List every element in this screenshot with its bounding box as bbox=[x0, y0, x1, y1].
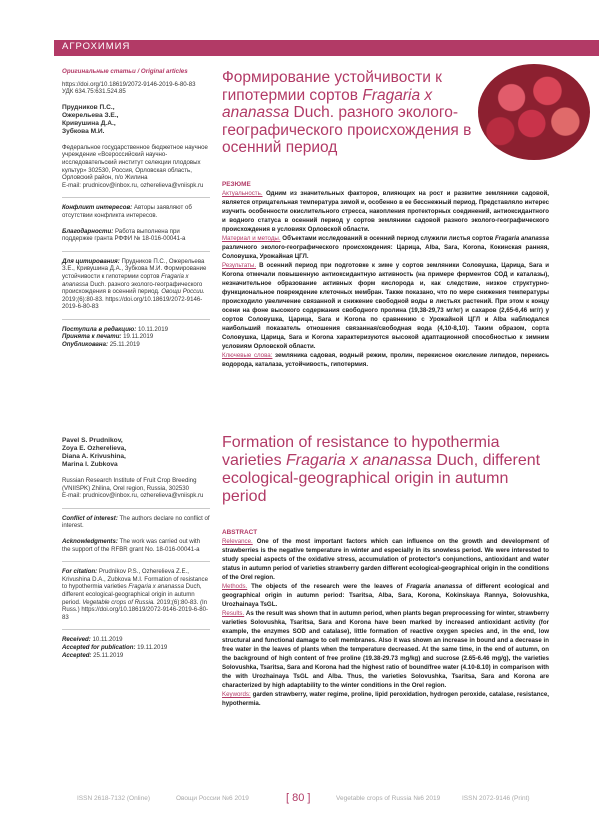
published-date: 25.11.2019 bbox=[93, 651, 124, 659]
title-ru-part: Формирование устойчивости к гипотермии сортов bbox=[222, 69, 442, 104]
relevance-label: Актуальность. bbox=[222, 190, 263, 197]
cite-text: Prudnikov P.S., Ozherelieva Z.E., Krivushina D.A., Zubkova M.I. Formation of resistance to hypothermia varieties bbox=[62, 568, 208, 591]
author: Pavel S. Prudnikov, bbox=[62, 437, 123, 444]
issn-online: ISSN 2618-7132 (Online) bbox=[77, 795, 150, 802]
cite-text: 2019;(6):80-83. (In Russ.) bbox=[62, 598, 208, 614]
methods-label: Материал и методы. bbox=[222, 235, 281, 242]
abstract-heading-ru: РЕЗЮМЕ bbox=[222, 181, 251, 188]
methods-text: of different ecological and geographical origin in autumn period: Tsaritsa, Alba, Sara, Korona, Kokinskaya Rannya, Solovushka, Urozhainaya TsGL. bbox=[222, 583, 549, 608]
institution-en bbox=[62, 477, 210, 500]
institution-ru bbox=[62, 144, 210, 190]
cite-text: Duch. разного эколого-географического происхождения в осенний период. bbox=[62, 280, 203, 296]
keywords-label: Ключевые слова: bbox=[222, 352, 273, 359]
published-date: 25.11.2019 bbox=[109, 341, 140, 349]
results-ru bbox=[222, 261, 549, 351]
dates-ru bbox=[62, 326, 210, 349]
institution-text: Russian Research Institute of Fruit Crop Breeding (VNIISPK) Zhilina, Orel region, Russia, 302530 bbox=[62, 477, 197, 492]
methods-en bbox=[222, 582, 549, 609]
page-number: [ 80 ] bbox=[286, 792, 311, 804]
ack-text: Работа выполнена при поддержке гранта РФФИ № 18-016-00041-а bbox=[62, 227, 186, 243]
results-text: В осенний период при подготовке к зиме у сортов земляники Соловушка, Царица, Sara и Korona отмечали повышенную антиоксидантную активность (на примере ферментов СОД и каталазы), незначительное образование активных форм кислорода и, как следствие, низкое структурно-функциональное повреждение клеточных мембран. Также показано, что по мере снижения температуры происходило увеличение связанной и снижение свободной воды в листьях растений. При этом к концу осени на фоне высокого содержания свободного пролина (19,38-29,73 мг/кг) и сахаров (2,65-6,46 мг/г) у сортов Соловушка, Царица, Sara и Korona по сравнению с Урожайной ЦГЛ и Alba наблюдался наибольший показатель отношения связанная/свободная вода (4,10-8,10). Таким образом, сорта Соловушка, Царица, Sara и Korona характеризуются высокой адаптационной способностью к зимним условиям Орловской области. bbox=[222, 262, 549, 350]
accepted-label: Accepted for publication: bbox=[62, 643, 136, 651]
divider bbox=[62, 251, 210, 252]
methods-text: различного эколого-географического происхождения: Царица, Alba, Sara, Korona, Кокинская ранняя, Соловушка, Урожайная ЦГЛ. bbox=[222, 244, 549, 260]
received-label: Поступила в редакцию: bbox=[62, 325, 137, 333]
authors-ru bbox=[62, 104, 210, 136]
cite-doi[interactable]: https://doi.org/10.18619/2072-9146-2019-6-80-83 bbox=[62, 295, 203, 311]
abstract-ru bbox=[222, 180, 549, 369]
doi-block bbox=[62, 81, 210, 96]
relevance-text: Одним из значительных факторов, влияющих на рост и развитие земляники садовой, является отрицательная температура зимой и, особенно в ее бесснежный период. Представляло интерес изучить особенности окислительного стресса, накопления протекторных соединений, антиоксидантного и водного статуса в осенний период у сортов земляники садовой разного эколого-географического происхождения в условиях Орловской области. bbox=[222, 190, 549, 233]
abstract-heading-en: ABSTRACT bbox=[222, 529, 258, 536]
ack-en bbox=[62, 538, 210, 553]
email-en[interactable]: E-mail: prudnicov@inbox.ru, ozherelieva@vniispk.ru bbox=[62, 492, 204, 500]
cite-species: Fragaria x ananassa bbox=[128, 583, 184, 591]
sidebar-ru bbox=[62, 68, 210, 357]
methods-species: Fragaria ananassa bbox=[495, 235, 549, 242]
relevance-en bbox=[222, 537, 549, 582]
methods-text: The objects of the research were the leaves of bbox=[251, 583, 403, 590]
methods-ru bbox=[222, 234, 549, 261]
conflict-label: Конфликт интересов: bbox=[62, 204, 133, 212]
keywords-en bbox=[222, 690, 549, 708]
article-rubric: Оригинальные статьи / Original articles bbox=[62, 68, 188, 75]
title-en bbox=[222, 434, 552, 506]
citation-en bbox=[62, 568, 210, 621]
results-label: Results. bbox=[222, 610, 245, 617]
ack-label: Благодарности: bbox=[62, 227, 114, 235]
cite-text: 2019;(6):80-83. bbox=[62, 295, 104, 303]
section-bar bbox=[54, 40, 599, 56]
keywords-text: земляника садовая, водный режим, пролин, перекисное окисление липидов, перекись водорода, каталаза, устойчивость, гипотермия. bbox=[222, 352, 549, 368]
title-ru bbox=[222, 69, 484, 157]
author: Diana A. Krivushina, bbox=[62, 453, 126, 460]
author: Zoya E. Ozherelieva, bbox=[62, 445, 127, 452]
title-en-species: Fragaria x ananassa bbox=[286, 452, 432, 469]
results-text: As the result was shown that in autumn period, when plants began preprocessing for winter, strawberry varieties Solovushka, Tsaritsa, Sara and Korona have been marked by increased antioxidant activity (for example, the enzymes SOD and catalase), little formation of reactive oxygen species and, in the end, low structural and functional damage to cell membranes. Also it was shown an increase in bound and a decrease in free water in the leaves of plants when the temperature decreased. At the same time, in the end of autumn, on the background of high content of free proline (19.38-29.73 mg/kg) and sucrose (2.65-6.46 mg/g), the varieties Solovushka, Tsaritsa, Sara and Korona had the highest ratio of bound/free water (4.10-8.10) in comparison with the with Urozhainaya TsGL and Alba. Thus, the varieties Solovushka, Tsaritsa, Sara and Korona are characterized by high adaptability to the winter conditions in the Orel region. bbox=[222, 610, 549, 689]
conflict-text: Авторы заявляют об отсутствии конфликта интересов. bbox=[62, 204, 192, 219]
email-ru[interactable]: E-mail: prudnicov@inbox.ru, ozherelieva@vniispk.ru bbox=[62, 181, 204, 189]
sidebar-en bbox=[62, 437, 210, 667]
strawberry-photo bbox=[478, 64, 590, 160]
divider bbox=[62, 561, 210, 562]
title-ru-part: Duch. разного эколого-географического происхождения в осенний период bbox=[222, 104, 472, 156]
received-date: 10.11.2019 bbox=[92, 636, 123, 644]
cite-journal: Овощи России. bbox=[161, 288, 205, 296]
keywords-label: Keywords: bbox=[222, 691, 251, 698]
cite-text: Duch, different ecological-geographical origin in autumn period. bbox=[62, 583, 202, 606]
relevance-label: Relevance. bbox=[222, 538, 253, 545]
cite-label: For citation: bbox=[62, 568, 98, 576]
methods-species: Fragaria ananassa bbox=[406, 583, 463, 590]
section-label: АГРОХИМИЯ bbox=[62, 41, 131, 52]
ack-ru bbox=[62, 228, 210, 243]
accepted-date: 19.11.2019 bbox=[123, 333, 154, 341]
authors-en bbox=[62, 437, 210, 469]
divider bbox=[62, 629, 210, 630]
institution-text: Федеральное государственное бюджетное научное учреждение «Всероссийский научно-исследовательский институт селекции плодовых культур» 302530, Россия, Орловская область, Орловский район, п/о Жилина bbox=[62, 143, 208, 182]
author: Ожерельева З.Е., bbox=[62, 111, 119, 119]
author: Зубкова М.И. bbox=[62, 127, 105, 135]
received-label: Received: bbox=[62, 636, 91, 644]
cite-label: Для цитирования: bbox=[62, 257, 120, 265]
results-label: Результаты. bbox=[222, 262, 257, 269]
divider bbox=[62, 319, 210, 320]
published-label: Accepted: bbox=[62, 651, 92, 659]
doi-link[interactable]: https://doi.org/10.18619/2072-9146-2019-6-80-83 bbox=[62, 80, 196, 88]
ack-text: The work was carried out with the support of the RFBR grant No. 18-016-00041-a bbox=[62, 537, 201, 553]
accepted-date: 19.11.2019 bbox=[137, 643, 168, 651]
divider bbox=[62, 197, 210, 198]
accepted-label: Принята к печати: bbox=[62, 333, 122, 341]
methods-text: Объектами исследований в осенний период служили листья сортов bbox=[282, 235, 494, 242]
results-en bbox=[222, 609, 549, 690]
divider bbox=[62, 508, 210, 509]
cite-journal: Vegetable crops of Russia. bbox=[82, 598, 155, 606]
author: Marina I. Zubkova bbox=[62, 461, 118, 468]
keywords-text: garden strawberry, water regime, proline, lipid peroxidation, hydrogen peroxide, catalase, resistance, hypothermia. bbox=[222, 691, 549, 707]
ack-label: Acknowledgments: bbox=[62, 537, 118, 545]
keywords-ru bbox=[222, 351, 549, 369]
title-en-part: Formation of resistance to hypothermia varieties bbox=[222, 434, 500, 469]
conflict-label: Conflict of interest: bbox=[62, 514, 118, 522]
conflict-ru bbox=[62, 204, 210, 219]
relevance-ru bbox=[222, 189, 549, 234]
cite-doi[interactable]: https://doi.org/10.18619/2072-9146-2019-6-80-83 bbox=[62, 606, 209, 621]
received-date: 10.11.2019 bbox=[137, 325, 168, 333]
relevance-text: One of the most important factors which can influence on the growth and development of strawberries is the negative temperature in winter and especially in its snowless period. We were interested to study special aspects of the oxidative stress, accumulation of protector's conjunctions, antioxidant and water status in autumn period of varieties strawberry garden different ecological-geographical origin in the conditions of the Orel region. bbox=[222, 538, 549, 581]
dates-en bbox=[62, 636, 210, 659]
journal-ru: Овощи России №6 2019 bbox=[176, 795, 249, 802]
journal-en: Vegetable crops of Russia №6 2019 bbox=[336, 795, 441, 802]
udk: УДК 634.75:631.524.85 bbox=[62, 88, 126, 96]
abstract-en bbox=[222, 528, 549, 708]
author: Прудников П.С., bbox=[62, 103, 115, 111]
author: Кривушина Д.А., bbox=[62, 119, 116, 127]
conflict-en bbox=[62, 515, 210, 530]
methods-label: Methods. bbox=[222, 583, 248, 590]
cite-text: Прудников П.С., Ожерельева З.Е., Кривушина Д.А., Зубкова М.И. Формирование устойчивости к гипотермии сортов bbox=[62, 257, 207, 280]
citation-ru bbox=[62, 258, 210, 311]
published-label: Опубликована: bbox=[62, 341, 109, 349]
conflict-text: The authors declare no conflict of interest. bbox=[62, 514, 210, 530]
cite-species: Fragaria x ananassa bbox=[62, 272, 189, 288]
title-ru-species: Fragaria x ananassa bbox=[222, 86, 433, 121]
title-en-part: Duch, different ecological-geographical origin in autumn period bbox=[222, 452, 541, 505]
issn-print: ISSN 2072-9146 (Print) bbox=[462, 795, 530, 802]
